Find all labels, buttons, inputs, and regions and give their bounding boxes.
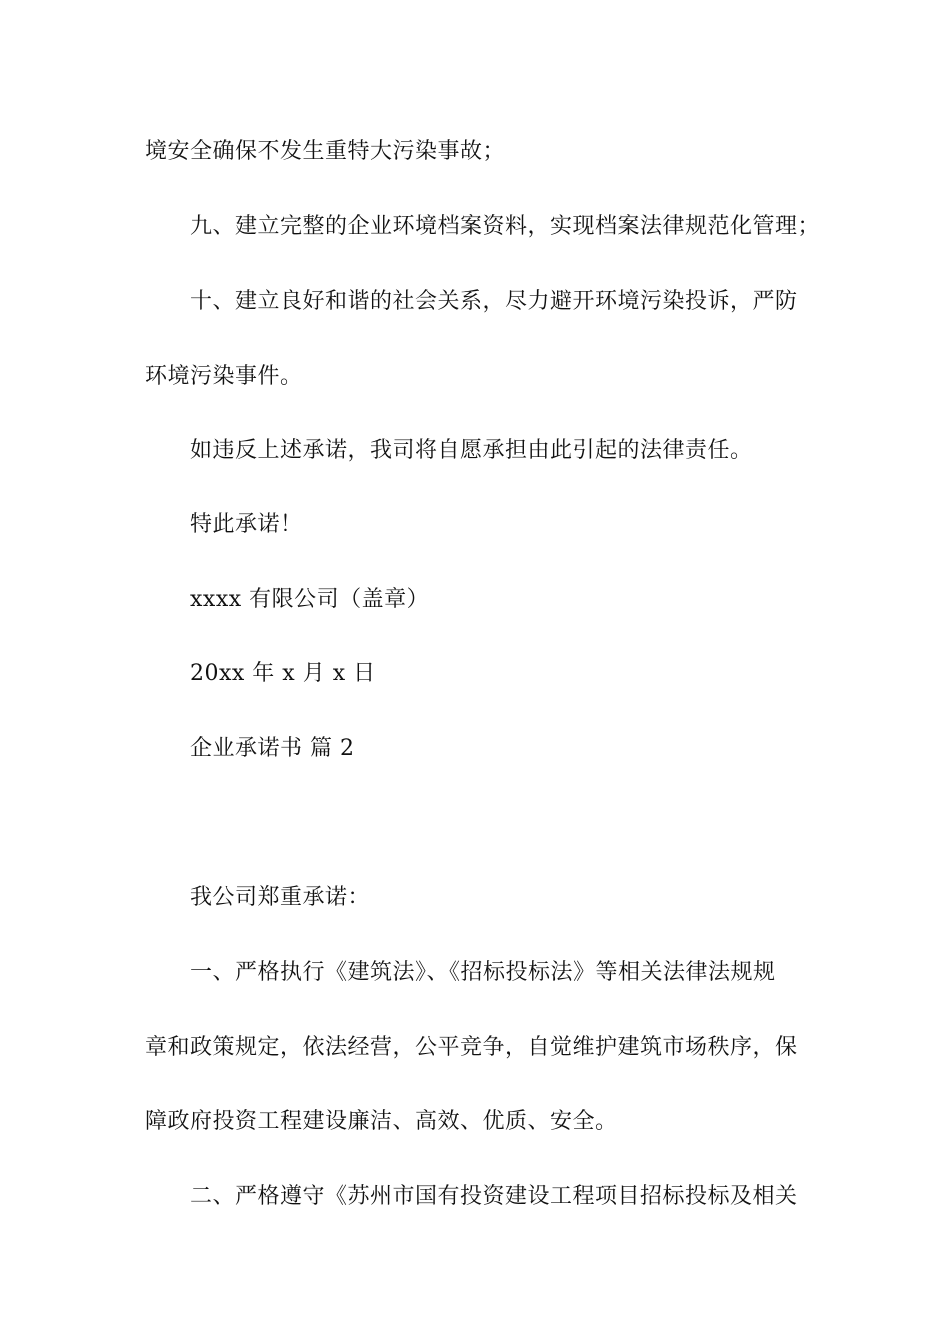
paragraph-line: 十、建立良好和谐的社会关系，尽力避开环境污染投诉，严防 (190, 289, 798, 314)
paragraph-line: 一、严格执行《建筑法》、《招标投标法》等相关法律法规规 (190, 960, 776, 985)
paragraph-line: 章和政策规定，依法经营，公平竞争，自觉维护建筑市场秩序，保 (145, 1035, 798, 1060)
paragraph-line: 境安全确保不发生重特大污染事故； (145, 139, 506, 164)
paragraph-line: 特此承诺！ (190, 512, 303, 537)
paragraph-line: 环境污染事件。 (145, 364, 303, 389)
paragraph-line: 障政府投资工程建设廉洁、高效、优质、安全。 (145, 1109, 618, 1134)
paragraph-line: 二、严格遵守《苏州市国有投资建设工程项目招标投标及相关 (190, 1184, 798, 1209)
date-line: 20xx 年 x 月 x 日 (190, 661, 376, 686)
section-heading: 企业承诺书 篇 2 (190, 736, 355, 761)
company-signature-line: xxxx 有限公司（盖章） (190, 587, 430, 612)
paragraph-line: 如违反上述承诺，我司将自愿承担由此引起的法律责任。 (190, 438, 753, 463)
paragraph-line: 我公司郑重承诺： (190, 885, 371, 910)
paragraph-line: 九、建立完整的企业环境档案资料，实现档案法律规范化管理； (190, 214, 821, 239)
